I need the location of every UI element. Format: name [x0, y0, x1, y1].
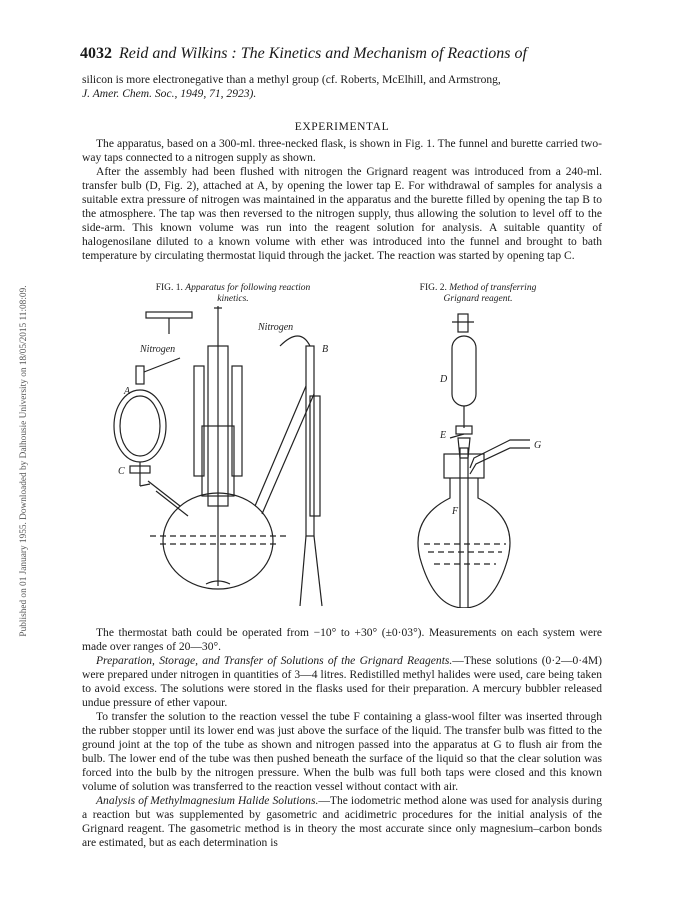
figure-2-transfer-diagram	[410, 308, 570, 608]
figure-2-caption	[398, 283, 558, 305]
label-nitrogen-top: Nitrogen	[258, 322, 294, 333]
running-header	[80, 44, 600, 63]
paragraph-thermostat: The thermostat bath could be operated from −10° to +30° (±0·03°). Measurements on each system were made over ranges of 20—30°.	[82, 627, 602, 653]
figure-1-caption	[128, 283, 338, 305]
paragraph-preparation	[82, 654, 602, 710]
results-text	[82, 626, 602, 850]
label-d: D	[440, 374, 448, 385]
paragraph-apparatus: The apparatus, based on a 300-ml. three-necked flask, is shown in Fig. 1. The funnel and burette carried two-way taps connected to a nitrogen supply as shown.	[82, 138, 602, 164]
experimental-text	[82, 137, 602, 263]
label-c: C	[118, 466, 125, 477]
publication-sidebar-note: Published on 01 January 1955. Downloaded by Dalhousie University on 18/05/2015 11:08:09.	[19, 285, 29, 637]
figure-1-label: FIG. 1.	[155, 283, 183, 293]
label-nitrogen-left: Nitrogen	[140, 344, 176, 355]
section-heading: EXPERIMENTAL	[294, 121, 390, 133]
label-g: G	[534, 440, 542, 451]
label-f: F	[452, 506, 459, 517]
page-number: 4032	[80, 45, 112, 62]
paragraph-transfer: To transfer the solution to the reaction vessel the tube F containing a glass-wool filter was inserted through the rubber stopper until its lower end was just above the surface of the liquid. The transfer bulb was fitted to the ground joint at the top of the tube as shown and nitrogen passed into the apparatus at G to flush air from the bulb. The lower end of the tube was then pushed beneath the surface of the liquid so that the clear solution was forced into the bulb by the nitrogen pressure. When the bulb was full both taps were closed and this known volume of solution was transferred to the reaction vessel without contact with air.	[82, 711, 602, 793]
label-a: A	[124, 386, 131, 397]
preparation-text: —These solutions (0·2—0·4M) were prepared under nitrogen in quantities of 3—4 litres. Redistilled methyl halides were used, care being taken to avoid excess. The solutions were stored in the flasks used for their preparation. A mercury bubbler released undue pressure of ether vapour.	[82, 655, 602, 709]
label-e: E	[440, 430, 447, 441]
intro-line-2: J. Amer. Chem. Soc., 1949, 71, 2923).	[82, 88, 257, 100]
label-b: B	[322, 344, 329, 355]
figure-2-caption-text: Method of transferring	[449, 283, 537, 293]
figure-1-caption-text: Apparatus for following reaction	[185, 283, 311, 293]
preparation-heading: Preparation, Storage, and Transfer of Solutions of the Grignard Reagents.	[96, 655, 453, 667]
figure-1-caption-text-2: kinetics.	[217, 294, 249, 304]
analysis-text: —The iodometric method alone was used for analysis during a reaction but was supplemented by gasometric and acidimetric procedures for the initial analysis of the Grignard reagent. The gasometric method is in theory the most accurate since only magnesium–carbon bonds are estimated, but as each determination is	[82, 795, 602, 849]
paragraph-analysis	[82, 794, 602, 850]
running-title: Reid and Wilkins : The Kinetics and Mechanism of Reactions of	[119, 45, 527, 62]
intro-line-1: silicon is more electronegative than a methyl group (cf. Roberts, McElhill, and Armstrong,	[82, 74, 501, 86]
figure-1-apparatus-diagram	[110, 306, 360, 608]
paragraph-procedure: After the assembly had been flushed with nitrogen the Grignard reagent was introduced from a 240-ml. transfer bulb (D, Fig. 2), attached at A, by opening the lower tap E. For withdrawal of samples for analysis a suitable extra pressure of nitrogen was maintained in the apparatus and the burette filled by opening the tap B to the atmosphere. The tap was then reversed to the nitrogen supply, thus allowing the solution to level off to the side-arm. This known volume was run into the reagent solution for analysis. A suitable quantity of halogenosilane diluted to a known volume with ether was introduced into the funnel and brought to bath temperature by circulating thermostat liquid through the jacket. The reaction was started by opening tap C.	[82, 166, 602, 262]
analysis-heading: Analysis of Methylmagnesium Halide Solutions.	[96, 795, 319, 807]
figure-2-label: FIG. 2.	[419, 283, 447, 293]
figure-2-caption-text-2: Grignard reagent.	[443, 294, 513, 304]
intro-text	[82, 73, 602, 101]
